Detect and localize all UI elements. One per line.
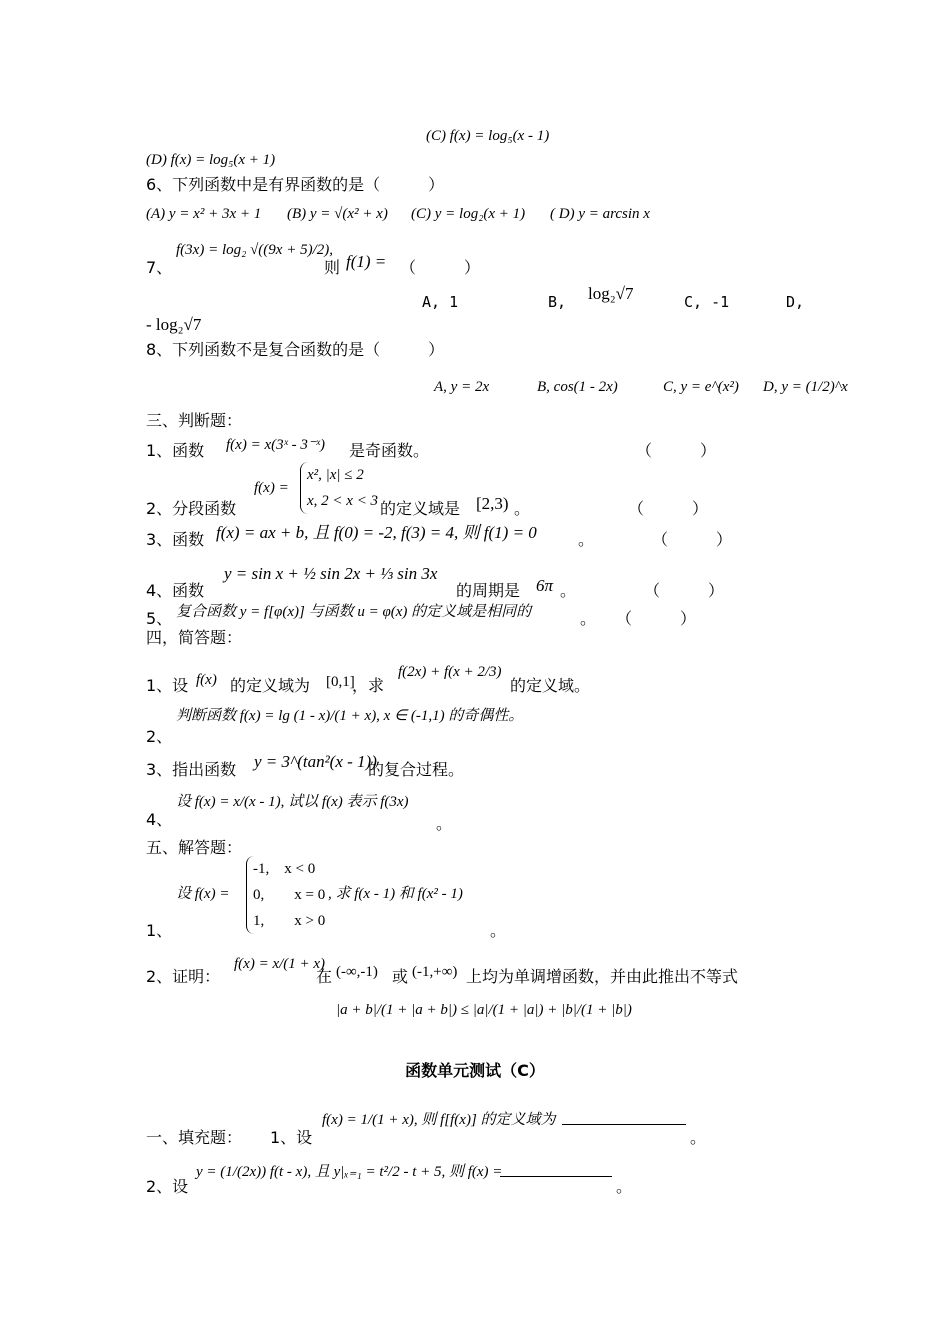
q7-number: 7、 [146,258,173,277]
q7-then: 则 [324,258,341,277]
s4-q1-mid: 的定义域为 [230,676,311,695]
s4-q4-text: 设 f(x) = x/(x - 1), 试以 f(x) 表示 f(3x) [176,794,409,810]
s3-q4-end: 。 [560,581,577,600]
q8-stem: 8、下列函数不是复合函数的是（ ） [146,340,445,359]
s4-q3-suffix: 的复合过程。 [368,760,465,779]
q6-option-c: (C) y = log₂(x + 1) [411,206,526,222]
s3-q1-answer-paren: （ ） [636,441,717,460]
s3-q3-prefix: 3、函数 [146,530,205,549]
s3-q4-prefix: 4、函数 [146,581,205,600]
option-c: (C) f(x) = log₅(x - 1) [426,128,550,144]
s5-q2-or: 或 [392,967,409,986]
q7-option-d: D, [786,293,805,311]
s4-q1-expression: f(2x) + f(x + 2/3) [398,664,502,680]
s5-q2-function: f(x) = x/(1 + x) [234,956,326,972]
s4-q4-end: 。 [436,814,453,833]
s3-q2-answer-paren: （ ） [628,499,709,518]
q8-option-d: D, y = (1/2)^x [763,379,848,395]
q6-option-a: (A) y = x² + 3x + 1 [146,206,262,222]
s4-q1-function: f(x) [196,672,217,688]
section-5-header: 五、解答题： [146,838,243,857]
s3-q2-case-1: x², |x| ≤ 2 [307,467,364,483]
s4-q1-ask: ，求 [352,676,385,695]
q6-option-d: ( D) y = arcsin x [550,206,650,222]
c-q1-end: 。 [690,1128,707,1147]
s3-q4-value: 6π [536,576,554,595]
s5-q2-in: 在 [316,967,333,986]
s5-q1-case-3: 1, x > 0 [253,913,326,929]
c-q1-formula: f(x) = 1/(1 + x), 则 f[f(x)] 的定义域为 [322,1112,556,1128]
s3-q4-suffix: 的周期是 [456,581,521,600]
s4-q3-prefix: 3、指出函数 [146,760,237,779]
s4-q2-text: 判断函数 f(x) = lg (1 - x)/(1 + x), x ∈ (-1,1) 的奇偶性。 [176,708,524,724]
q8-option-b: B, cos(1 - 2x) [537,379,618,395]
s5-q2-inequality: |a + b|/(1 + |a + b|) ≤ |a|/(1 + |a|) + |b|/(1 + |b|) [336,1002,632,1018]
c-q2-formula: y = (1/(2x)) f(t - x), 且 y|ₓ₌₁ = t²/2 - t + 5, 则 f(x) = [196,1164,503,1180]
s4-q1-prefix: 1、设 [146,676,189,695]
s3-q4-formula: y = sin x + ½ sin 2x + ⅓ sin 3x [224,564,438,583]
q7-option-a: A, 1 [422,293,459,311]
q7-ask: f(1) = [346,252,387,271]
q7-option-c: C, -1 [684,293,730,311]
s5-q1-end: 。 [490,921,507,940]
s3-q5-text: 复合函数 y = f[φ(x)] 与函数 u = φ(x) 的定义域是相同的 [176,604,532,620]
s3-q3-end: 。 [578,530,595,549]
s4-q1-suffix: 的定义域。 [510,676,591,695]
s5-q2-prefix: 2、证明： [146,967,221,986]
s3-q2-prefix: 2、分段函数 [146,499,237,518]
s3-q2-cases [300,462,378,514]
s5-q2-suffix: 上均为单调增函数，并由此推出不等式 [466,967,739,986]
s3-q2-suffix: 的定义域是 [380,499,461,518]
c-q2-prefix: 2、设 [146,1177,189,1196]
option-d: (D) f(x) = log₅(x + 1) [146,152,276,168]
s5-q1-ask: , 求 f(x - 1) 和 f(x² - 1) [328,886,463,902]
s5-q2-interval-2: (-1,+∞) [412,964,458,980]
s3-q4-answer-paren: （ ） [644,581,725,600]
q6-stem: 6、下列函数中是有界函数的是（ ） [146,175,445,194]
s5-q2-interval-1: (-∞,-1) [336,964,378,980]
q7-paren: （ ） [400,258,481,277]
s3-q1-suffix: 是奇函数。 [349,441,430,460]
q8-option-a: A, y = 2x [434,379,490,395]
s3-q5-answer-paren: （ ） [616,609,697,628]
s4-q1-domain: [0,1] [326,674,355,690]
q8-option-c: C, y = e^(x²) [663,379,739,395]
s3-q2-case-2: x, 2 < x < 3 [307,493,379,509]
s5-q1-case-2: 0, x = 0 [253,887,326,903]
s4-q3-function: y = 3^(tan²(x - 1)) [254,752,377,771]
s3-q5-end: 。 [580,609,597,628]
s5-q1-number: 1、 [146,921,173,940]
q7-option-b-value: log₂√7 [588,284,634,303]
s3-q2-domain: [2,3) [476,494,509,513]
c-q1-prefix: 1、设 [270,1128,313,1147]
c-q2-answer-blank[interactable] [500,1162,612,1182]
s5-q1-cases [246,856,325,934]
q7-option-b: B, [548,293,567,311]
q7-formula: f(3x) = log₂ √((9x + 5)/2), [176,242,333,258]
s3-q2-function: f(x) = [254,480,289,496]
s4-q4-number: 4、 [146,810,173,829]
s5-q1-case-1: -1, x < 0 [253,861,316,877]
s3-q3-answer-paren: （ ） [652,530,733,549]
s3-q1-prefix: 1、函数 [146,441,205,460]
q6-option-b: (B) y = √(x² + x) [287,206,388,222]
s3-q3-formula: f(x) = ax + b, 且 f(0) = -2, f(3) = 4, 则 f(1) = 0 [216,523,537,542]
c-fill-header: 一、填充题： [146,1128,243,1147]
section-3-header: 三、判断题： [146,411,243,430]
c-q2-end: 。 [616,1177,633,1196]
s3-q1-formula: f(x) = x(3ˣ - 3⁻ˣ) [226,437,325,453]
section-4-header: 四，简答题： [146,628,243,647]
q7-option-d-value: - log₂√7 [146,315,202,334]
s3-q2-end: 。 [514,499,531,518]
s4-q2-number: 2、 [146,727,173,746]
s3-q5-prefix: 5、 [146,609,173,628]
s5-q1-prefix: 设 f(x) = [176,886,230,902]
c-q1-answer-blank[interactable] [562,1110,686,1130]
unit-test-c-title: 函数单元测试（C） [405,1061,545,1080]
